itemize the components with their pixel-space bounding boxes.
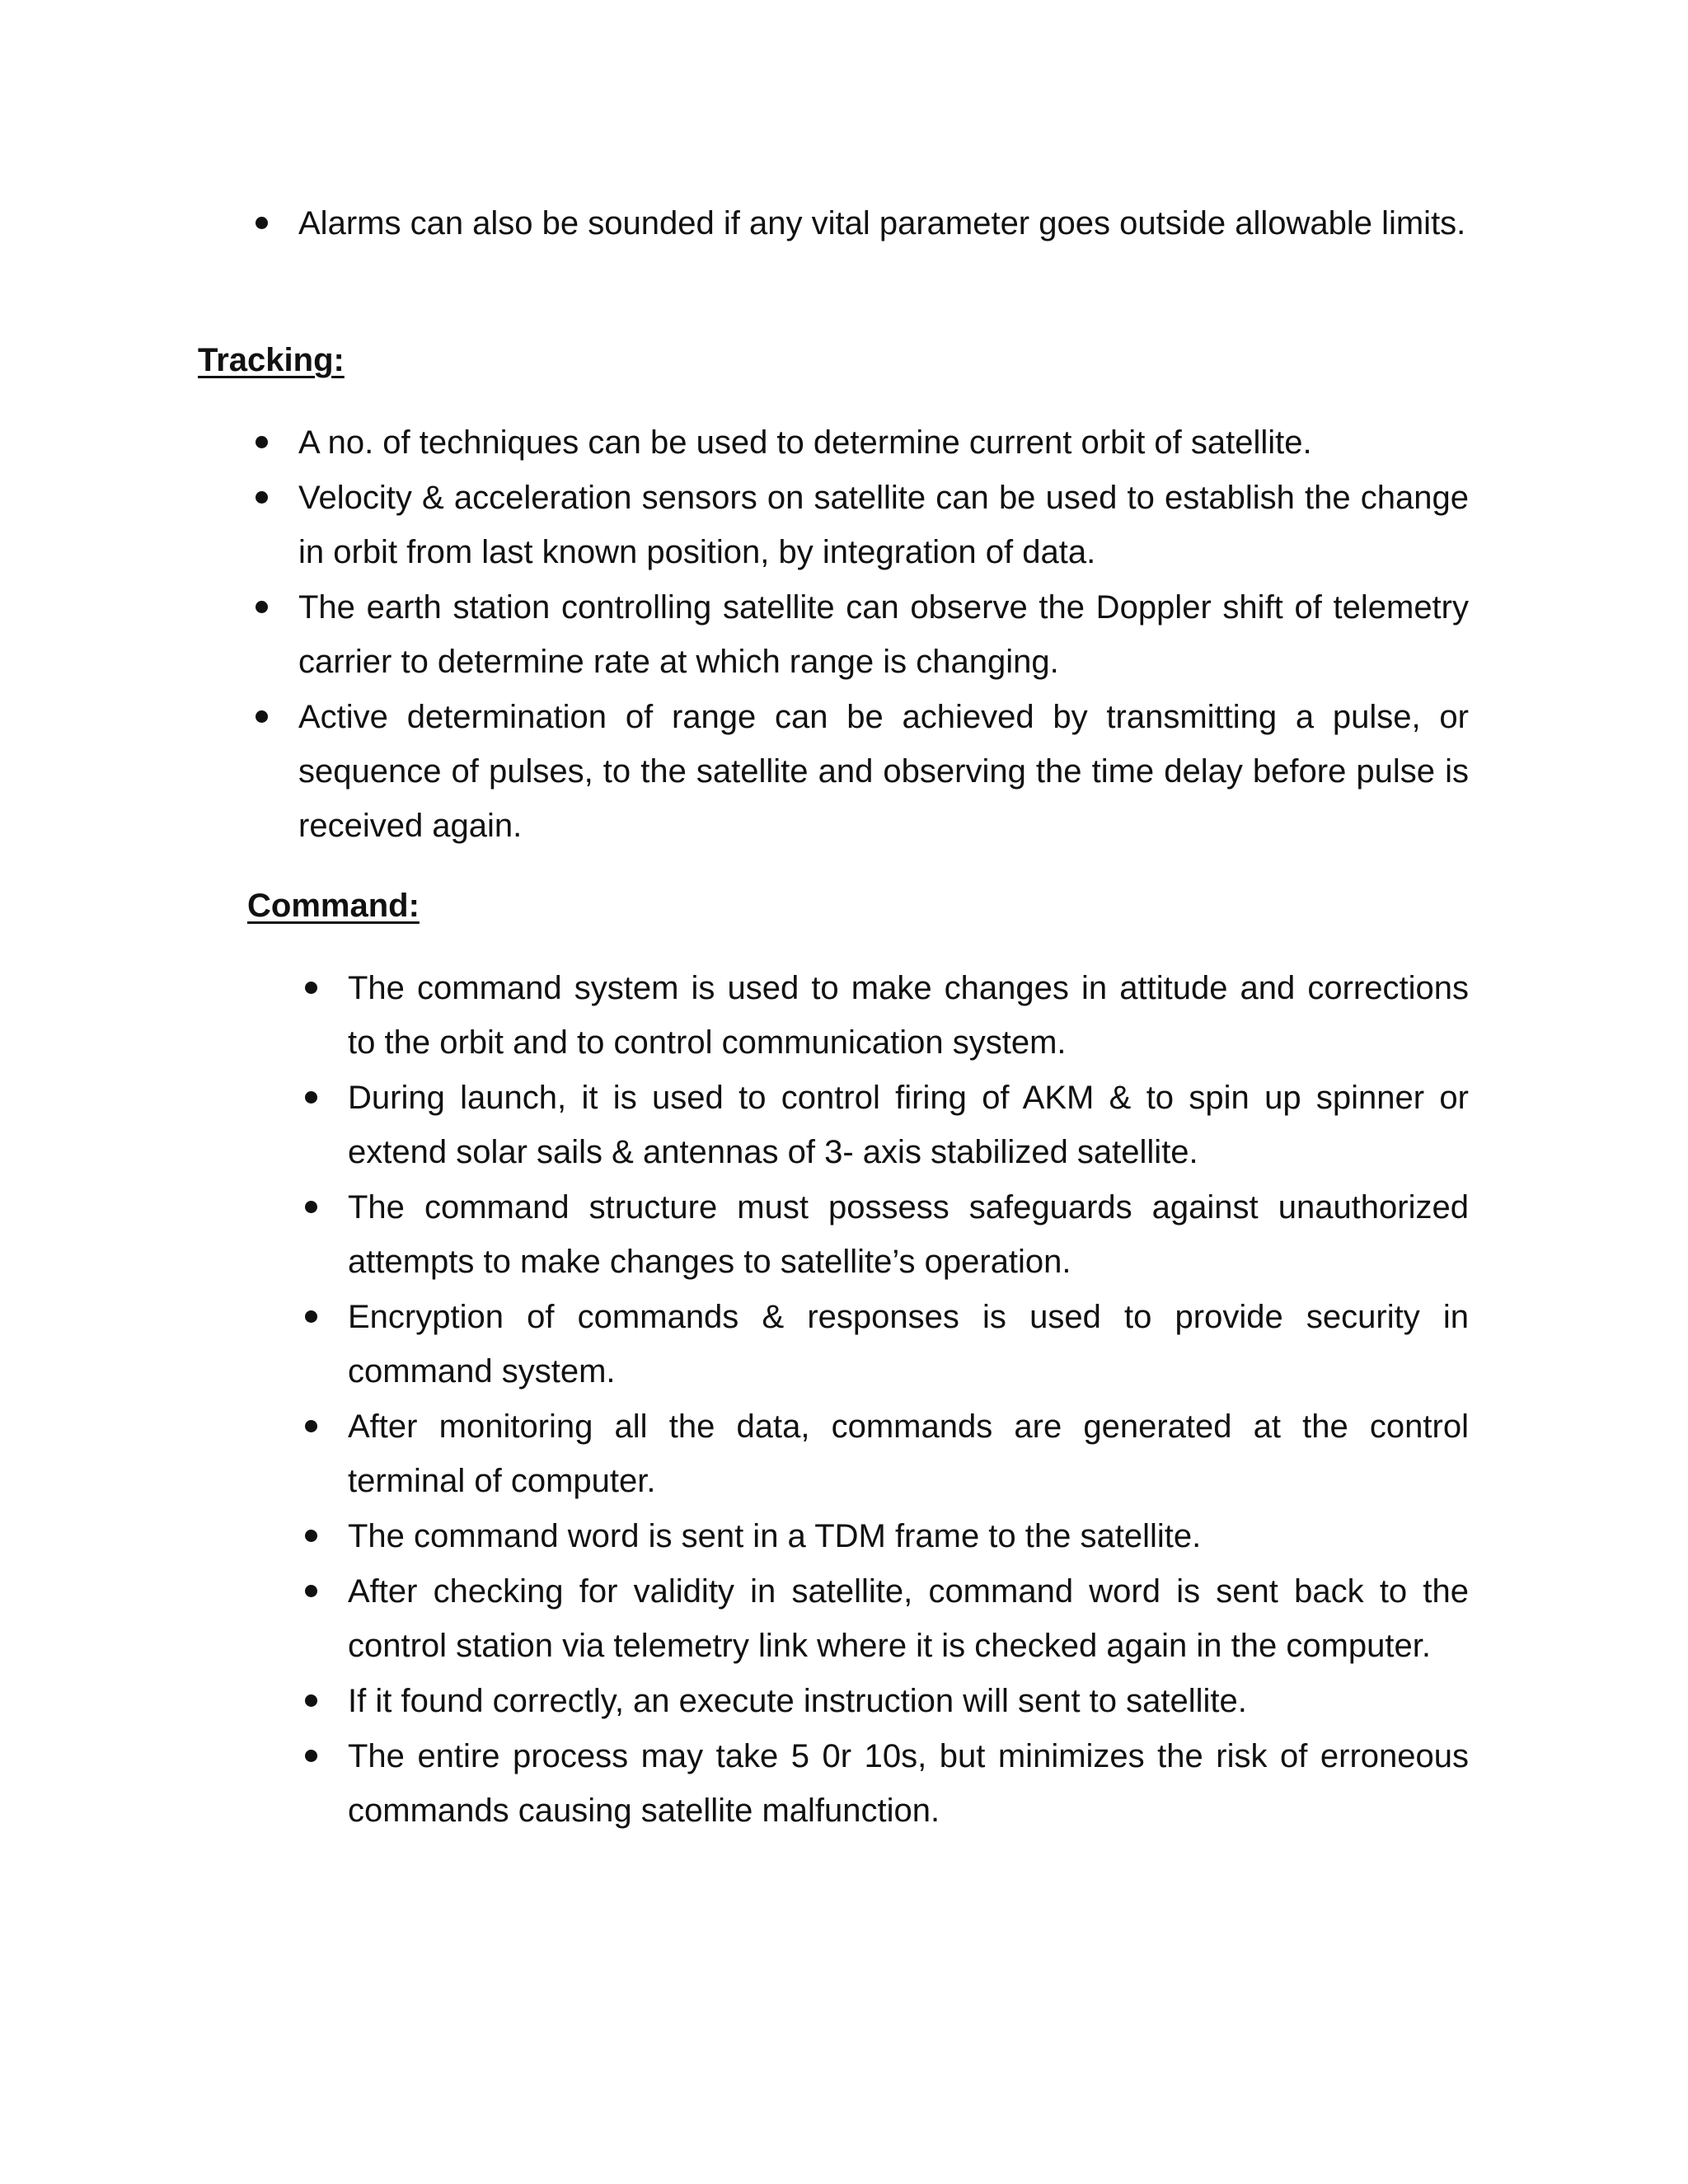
list-item — [348, 1509, 1469, 1563]
command-bullet-list — [348, 961, 1469, 1839]
bullet-icon — [305, 1310, 317, 1323]
bullet-text: After monitoring all the data, commands are generated at the control terminal of computer. — [348, 1408, 1469, 1499]
bullet-icon — [305, 1750, 317, 1762]
list-item — [348, 1071, 1469, 1179]
list-item — [348, 1180, 1469, 1289]
list-item — [298, 471, 1469, 579]
list-item — [348, 961, 1469, 1070]
bullet-icon — [256, 710, 268, 723]
bullet-icon — [305, 1420, 317, 1432]
bullet-icon — [305, 1201, 317, 1213]
bullet-text: After checking for validity in satellite, command word is sent back to the control station via telemetry link where it is checked again in the computer. — [348, 1573, 1469, 1664]
bullet-icon — [256, 601, 268, 613]
bullet-text: During launch, it is used to control firing of AKM & to spin up spinner or extend solar sails & antennas of 3- axis stabilized satellite. — [348, 1080, 1469, 1170]
bullet-text: The entire process may take 5 0r 10s, but minimizes the risk of erroneous commands causing satellite malfunction. — [348, 1738, 1469, 1829]
bullet-icon — [305, 1091, 317, 1104]
section-heading-tracking: Tracking: — [198, 342, 345, 378]
list-item — [298, 415, 1469, 470]
bullet-icon — [256, 436, 268, 448]
bullet-text: If it found correctly, an execute instruction will sent to satellite. — [348, 1683, 1247, 1719]
bullet-icon — [305, 982, 317, 994]
bullet-icon — [305, 1530, 317, 1542]
bullet-text: A no. of techniques can be used to determine current orbit of satellite. — [298, 424, 1312, 461]
bullet-text: The earth station controlling satellite can observe the Doppler shift of telemetry carrier to determine rate at which range is changing. — [298, 589, 1469, 680]
list-item — [348, 1399, 1469, 1508]
list-item — [348, 1564, 1469, 1673]
list-item — [298, 690, 1469, 853]
bullet-text: Encryption of commands & responses is used to provide security in command system. — [348, 1299, 1469, 1390]
bullet-text: The command word is sent in a TDM frame to the satellite. — [348, 1518, 1202, 1554]
list-item — [298, 196, 1469, 251]
list-item — [298, 580, 1469, 689]
bullet-text: Velocity & acceleration sensors on satellite can be used to establish the change in orbit from last known position, by integration of data. — [298, 480, 1469, 570]
bullet-text: Active determination of range can be achieved by transmitting a pulse, or sequence of pulses, to the satellite and observing the time delay before pulse is received again. — [298, 699, 1469, 844]
section-heading-command: Command: — [247, 888, 420, 924]
bullet-text: The command system is used to make changes in attitude and corrections to the orbit and to control communication system. — [348, 970, 1469, 1061]
bullet-icon — [305, 1585, 317, 1597]
bullet-text: Alarms can also be sounded if any vital parameter goes outside allowable limits. — [298, 205, 1466, 241]
bullet-icon — [305, 1694, 317, 1707]
bullet-text: The command structure must possess safeguards against unauthorized attempts to make changes to satellite’s operation. — [348, 1189, 1469, 1280]
bullet-icon — [256, 491, 268, 504]
intro-bullet-list — [298, 196, 1469, 251]
list-item — [348, 1729, 1469, 1838]
tracking-bullet-list — [298, 415, 1469, 854]
list-item — [348, 1290, 1469, 1399]
bullet-icon — [256, 217, 268, 229]
list-item — [348, 1674, 1469, 1728]
